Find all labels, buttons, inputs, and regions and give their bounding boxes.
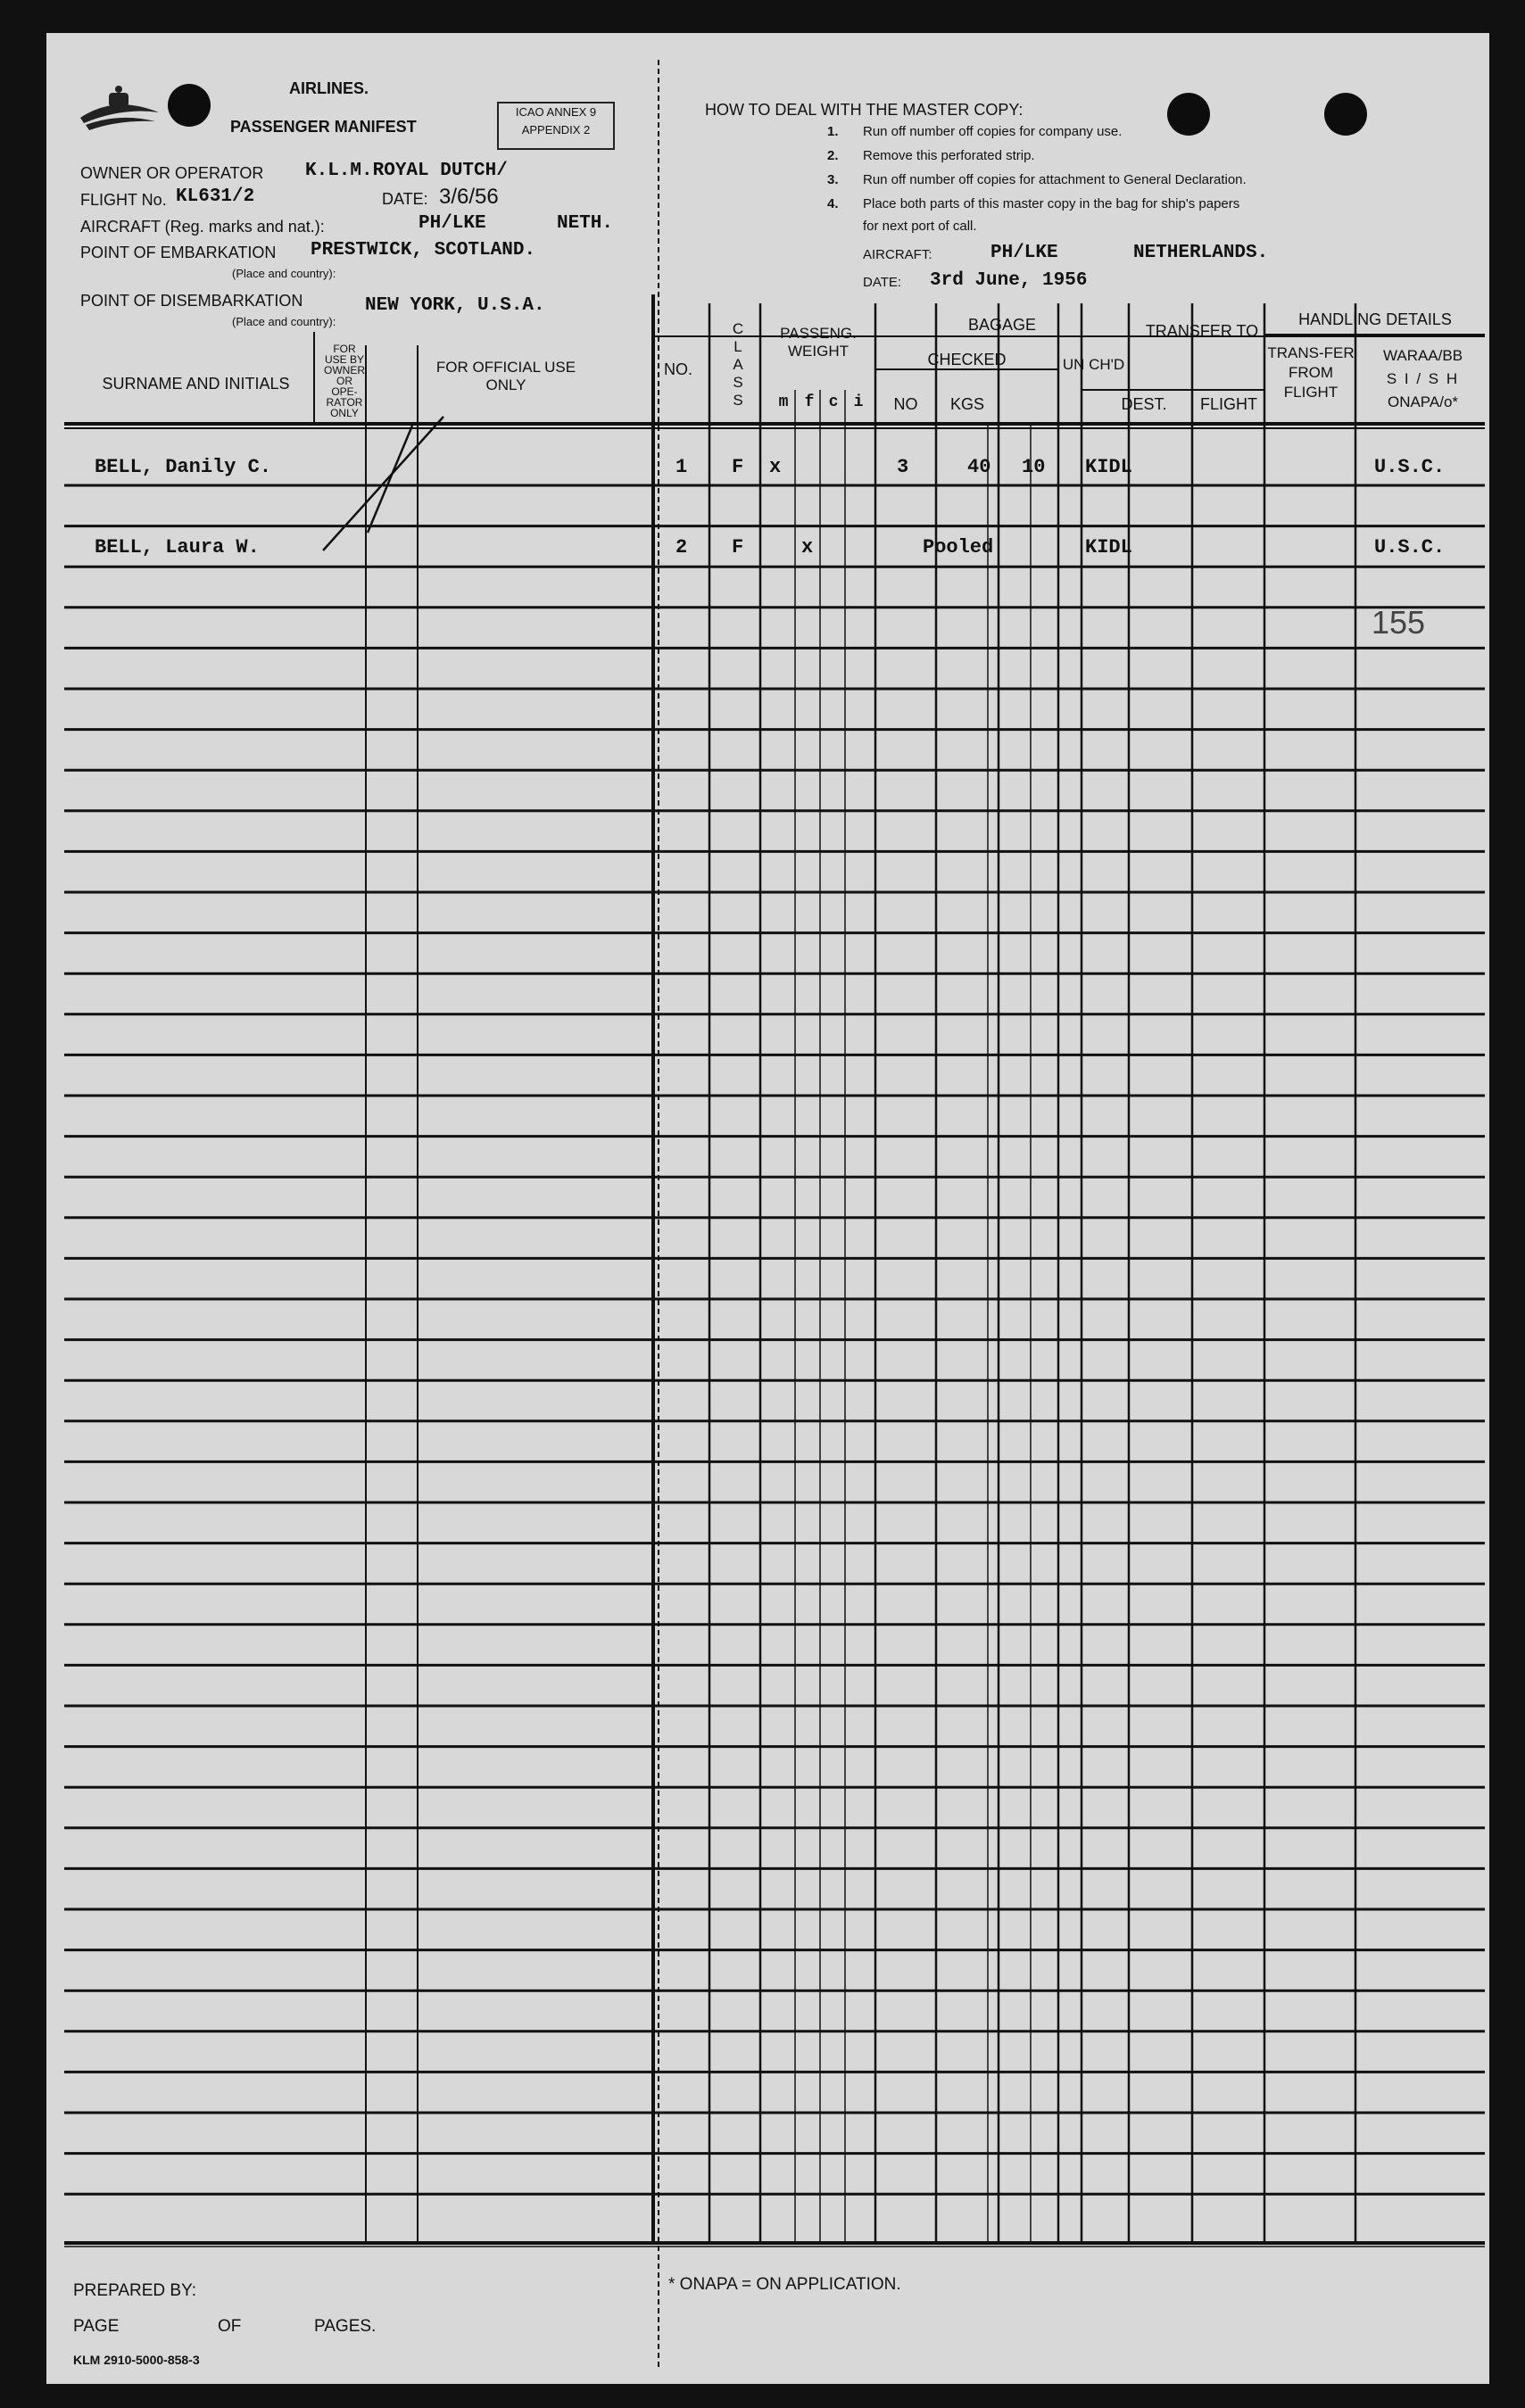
bag-unchecked: 10	[1022, 456, 1046, 478]
col-flight: FLIGHT	[1199, 395, 1257, 413]
page-number-annotation: 155	[1372, 604, 1426, 641]
page-label: PAGE	[73, 2317, 120, 2336]
icao-annex: ICAO ANNEX 9	[515, 105, 597, 119]
date-label: DATE:	[382, 190, 428, 208]
passenger-name: BELL, Laura W.	[95, 536, 260, 559]
weight-m: m	[778, 393, 789, 411]
bag-kgs: 40	[967, 456, 991, 478]
weight-f: f	[804, 393, 815, 411]
col-transfer-from: TRANS-FER FROM FLIGHT	[1267, 344, 1355, 401]
embarkation-value: PRESTWICK, SCOTLAND.	[311, 240, 536, 261]
col-no: NO.	[663, 360, 692, 378]
transfer-dest: KIDL	[1085, 456, 1132, 478]
instruction-text: Run off number off copies for company use.	[863, 124, 1123, 139]
col-bagage: BAGAGE	[967, 316, 1037, 334]
bag-count: 3	[897, 456, 909, 478]
disembarkation-label: POINT OF DISEMBARKATION	[80, 292, 303, 310]
col-owner-use: FOR USE BY OWNER OR OPE-RATOR ONLY	[324, 343, 365, 419]
date-value: 3/6/56	[439, 185, 499, 209]
col-checked: CHECKED	[927, 351, 1007, 368]
disembarkation-value: NEW YORK, U.S.A.	[365, 295, 545, 316]
instructions-title: HOW TO DEAL WITH THE MASTER COPY:	[705, 101, 1024, 119]
instr-aircraft-value: PH/LKE	[990, 243, 1058, 263]
instr-date-value: 3rd June, 1956	[930, 270, 1088, 291]
instruction-num: 4.	[827, 196, 839, 211]
flight-label: FLIGHT No.	[80, 191, 167, 209]
passenger-no: 1	[675, 456, 688, 478]
weight-c: c	[828, 393, 839, 411]
col-dest: DEST.	[1121, 395, 1167, 413]
col-handling: HANDLING DETAILS	[1298, 310, 1452, 328]
col-onapa: ONAPA/o*	[1387, 393, 1459, 410]
passenger-class: F	[732, 536, 744, 559]
class-letter: A	[733, 356, 743, 373]
embarkation-hint: (Place and country):	[232, 267, 336, 280]
col-surname: SURNAME AND INITIALS	[102, 375, 290, 393]
pages-label: PAGES.	[314, 2317, 377, 2336]
form-title: PASSENGER MANIFEST	[230, 118, 417, 136]
instruction-text: Place both parts of this master copy in the bag for ship's papers	[863, 196, 1240, 211]
col-passenger-weight: PASSENG. WEIGHT	[780, 325, 857, 360]
owner-value: K.L.M.ROYAL DUTCH/	[305, 161, 508, 181]
instruction-num: 2.	[827, 148, 839, 163]
onapa-note: * ONAPA = ON APPLICATION.	[668, 2275, 901, 2294]
handling-code: U.S.C.	[1374, 456, 1446, 478]
airline-name: AIRLINES.	[289, 79, 369, 97]
weight-i: i	[853, 393, 864, 411]
class-letter: L	[733, 338, 742, 355]
passenger-class: F	[732, 456, 744, 478]
aircraft-value: PH/LKE	[419, 213, 486, 234]
transfer-dest: KIDL	[1085, 536, 1132, 559]
manifest-sheet	[46, 33, 1489, 2384]
col-sish: S I / S H	[1386, 370, 1460, 387]
instruction-text: Remove this perforated strip.	[863, 148, 1035, 163]
col-kgs: KGS	[949, 395, 984, 413]
class-letter: S	[733, 374, 743, 391]
class-letter: S	[733, 392, 743, 409]
icao-appendix: APPENDIX 2	[521, 123, 591, 137]
instruction-num: 1.	[827, 124, 839, 139]
prepared-by-label: PREPARED BY:	[73, 2281, 196, 2300]
col-bag-no: NO	[893, 395, 918, 413]
passenger-weight: x	[769, 456, 782, 478]
instr-aircraft-label: AIRCRAFT:	[863, 247, 932, 262]
embarkation-label: POINT OF EMBARKATION	[80, 244, 277, 261]
owner-label: OWNER OR OPERATOR	[80, 164, 264, 182]
col-official: FOR OFFICIAL USE ONLY	[435, 359, 576, 393]
passenger-no: 2	[675, 536, 688, 559]
aircraft-nationality: NETH.	[557, 213, 614, 234]
handling-code: U.S.C.	[1374, 536, 1446, 559]
grid-line	[368, 426, 412, 533]
instr-date-label: DATE:	[863, 275, 902, 290]
bag-pooled: Pooled	[923, 536, 994, 559]
col-waraa: WARAA/BB	[1382, 347, 1463, 364]
disembarkation-hint: (Place and country):	[232, 315, 336, 328]
of-label: OF	[218, 2317, 242, 2336]
passenger-name: BELL, Danily C.	[95, 456, 272, 478]
passenger-weight: x	[801, 536, 814, 559]
instr-country-value: NETHERLANDS.	[1133, 243, 1269, 263]
flight-value: KL631/2	[176, 186, 255, 207]
class-letter: C	[732, 320, 744, 337]
instruction-num: 3.	[827, 172, 839, 187]
col-unchecked: UN CH'D	[1062, 356, 1125, 373]
grid-line	[323, 417, 443, 550]
form-code: KLM 2910-5000-858-3	[73, 2353, 200, 2367]
col-transfer-to: TRANSFER TO	[1145, 322, 1259, 340]
instruction-text: Run off number off copies for attachment to General Declaration.	[863, 172, 1247, 187]
instruction-text-cont: for next port of call.	[863, 219, 977, 234]
aircraft-label: AIRCRAFT (Reg. marks and nat.):	[80, 218, 325, 236]
col-class	[725, 320, 751, 410]
